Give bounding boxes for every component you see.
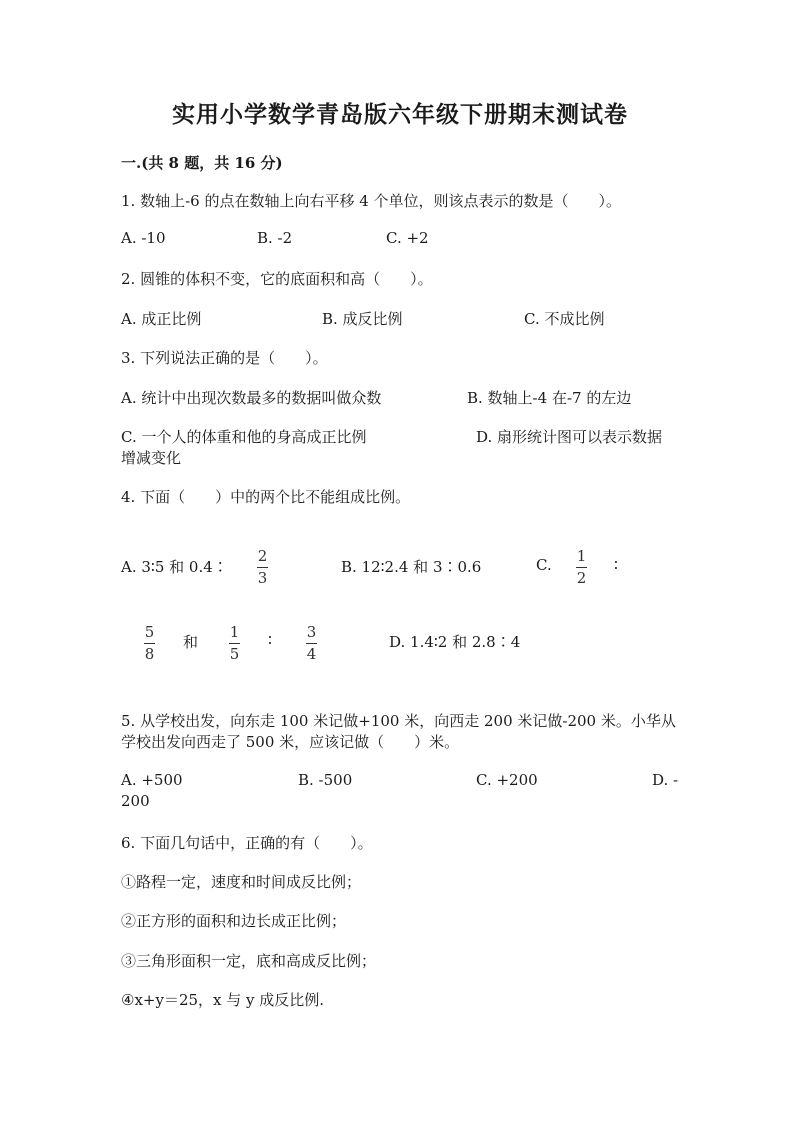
fraction-bar xyxy=(306,643,317,644)
q3-option-c: C. 一个人的体重和他的身高成正比例 xyxy=(121,428,367,446)
fraction-denominator: 8 xyxy=(144,645,155,663)
fraction-bar xyxy=(576,567,587,568)
question-2-stem: 2. 圆锥的体积不变，它的底面积和高（ ）。 xyxy=(121,270,433,288)
q1-option-c: C. +2 xyxy=(386,229,429,247)
page-title: 实用小学数学青岛版六年级下册期末测试卷 xyxy=(172,101,628,128)
q5-option-d-continued: 200 xyxy=(121,792,150,810)
q6-statement-2: ②正方形的面积和边长成正比例； xyxy=(121,912,347,930)
q6-statement-4: ④x+y＝25，x 与 y 成反比例. xyxy=(121,991,325,1009)
q4-option-c: C. xyxy=(536,556,552,574)
fraction-bar xyxy=(257,567,268,568)
fraction-bar xyxy=(229,643,240,644)
question-4-stem: 4. 下面（ ）中的两个比不能组成比例。 xyxy=(121,488,411,506)
q5-option-a: A. +500 xyxy=(121,771,183,789)
fraction-denominator: 4 xyxy=(306,645,317,663)
q6-statement-1: ①路程一定，速度和时间成反比例； xyxy=(121,873,362,891)
and-word: 和 xyxy=(183,633,199,651)
q3-option-d-continued: 增减变化 xyxy=(121,449,182,467)
fraction-numerator: 5 xyxy=(144,623,155,641)
question-3-stem: 3. 下列说法正确的是（ ）。 xyxy=(121,349,328,367)
question-6-stem: 6. 下面几句话中，正确的有（ ）。 xyxy=(121,834,373,852)
fraction-bar xyxy=(144,643,155,644)
ratio-colon: ∶ xyxy=(614,556,618,574)
q3-option-b: B. 数轴上-4 在-7 的左边 xyxy=(467,389,632,407)
q2-option-a: A. 成正比例 xyxy=(121,310,202,328)
question-1-stem: 1. 数轴上-6 的点在数轴上向右平移 4 个单位，则该点表示的数是（ ）。 xyxy=(121,192,622,210)
q2-option-c: C. 不成比例 xyxy=(524,310,605,328)
question-5-stem-continued: 学校出发向西走了 500 米，应该记做（ ）米。 xyxy=(121,733,460,751)
q6-statement-3: ③三角形面积一定，底和高成反比例； xyxy=(121,952,377,970)
fraction-five-eighths xyxy=(144,624,155,663)
fraction-denominator: 2 xyxy=(576,569,587,587)
fraction-numerator: 1 xyxy=(229,623,240,641)
q2-option-b: B. 成反比例 xyxy=(322,310,403,328)
ratio-colon: ∶ xyxy=(268,631,272,649)
fraction-one-fifth xyxy=(229,624,240,663)
q1-option-a: A. -10 xyxy=(121,229,166,247)
fraction-two-thirds xyxy=(257,548,268,587)
section-heading: 一.(共 8 题，共 16 分) xyxy=(121,154,283,172)
fraction-denominator: 5 xyxy=(229,645,240,663)
q3-option-d: D. 扇形统计图可以表示数据 xyxy=(476,428,663,446)
fraction-denominator: 3 xyxy=(257,569,268,587)
q5-option-c: C. +200 xyxy=(476,771,538,789)
fraction-three-quarters xyxy=(306,624,317,663)
q4-option-a: A. 3∶5 和 0.4∶ xyxy=(121,558,228,576)
q4-option-d: D. 1.4∶2 和 2.8∶4 xyxy=(389,633,521,651)
q5-option-d: D. - xyxy=(652,771,679,789)
question-5-stem: 5. 从学校出发，向东走 100 米记做+100 米，向西走 200 米记做-200 米。小华从 xyxy=(121,712,676,730)
q1-option-b: B. -2 xyxy=(257,229,293,247)
fraction-numerator: 2 xyxy=(257,547,268,565)
fraction-one-half xyxy=(576,548,587,587)
fraction-numerator: 1 xyxy=(576,547,587,565)
q3-option-a: A. 统计中出现次数最多的数据叫做众数 xyxy=(121,389,382,407)
fraction-numerator: 3 xyxy=(306,623,317,641)
q5-option-b: B. -500 xyxy=(298,771,353,789)
q4-option-b: B. 12∶2.4 和 3∶0.6 xyxy=(341,558,482,576)
